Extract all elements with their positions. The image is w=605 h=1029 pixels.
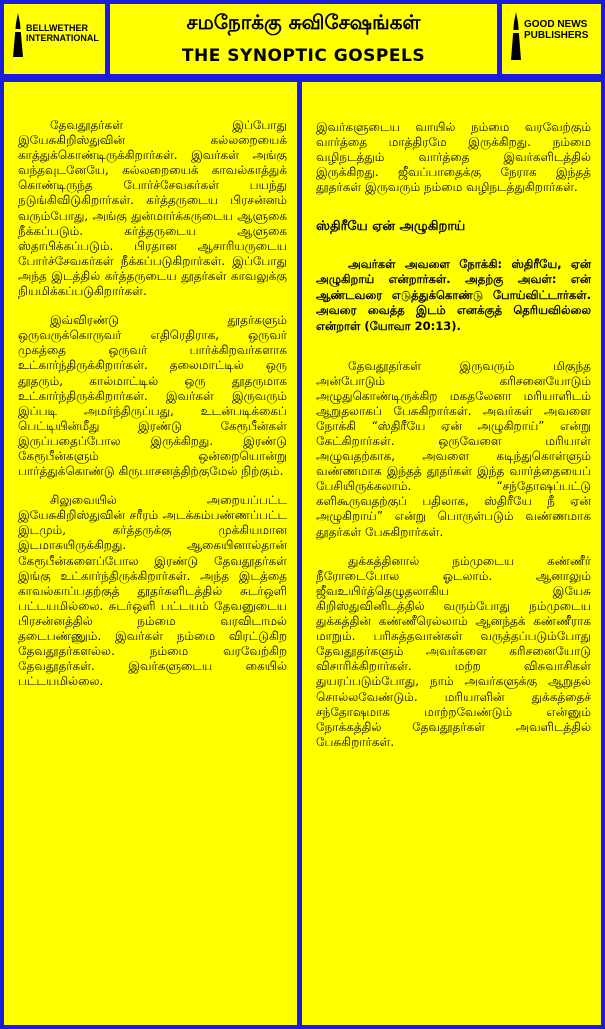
- paragraph: தேவதூதர்கள் இப்போது இயேசுகிறிஸ்துவின் கல்லறையைக் காத்துக்கொண்டிருக்கிறார்கள். இவர்கள் அங்கு வந்தவுடனேயே, கல்லறையைக் காவல்காத்துக் கொண்டிருந்த போர்ச்சேவகர்கள் பயந்து நடுங்கிவிடுகிறார்கள். கர்த்தருடைய பிரசன்னம் வரும்போது, அங்கு துன்மார்க்கருடைய ஆளுகை நீக்கப்படும். கர்த்தருடைய ஆளுகை ஸ்தாபிக்கப்படும். பிரதான ஆசாரியருடைய போர்ச்சேவகர்கள் நீக்கப்படுகிறார்கள். இப்போது அந்த இடத்தில் கர்த்தருடைய தூதர்கள் காவலுக்கு நியமிக்கப்படுகிறார்கள்.: [18, 118, 287, 299]
- paragraph: சிலுவையில் அறையப்பட்ட இயேசுகிறிஸ்துவின் சரீரம் அடக்கம்பண்ணப்பட்ட இடமும், கர்த்தருக்கு முக்கியமான இடமாகயிருக்கிறது. ஆகையினால்தான் கேரூபீன்களைப்போல இரண்டு தேவதூதர்கள் இங்கு உட்கார்ந்திருக்கிறார்கள். அந்த இடத்தை காவல்காப்பதற்குத் தூதர்களிடத்தில் சுடர்ஒளி பட்டயமில்லை. சுடர்ஒளி பட்டயம் தேவனுடைய பிரசன்னத்தில் நம்மை வரவிடாமல் தடைபண்ணும். இவர்கள் நம்மை விரட்டுகிற தேவதூதர்களல்ல. நம்மை வரவேற்கிற தேவதூதர்கள். இவர்களுடைய கையில் பட்டயமில்லை.: [18, 493, 287, 689]
- good-news-logo: [502, 4, 601, 74]
- bellwether-logo-text: BELLWETHER INTERNATIONAL: [26, 23, 99, 43]
- right-column: [302, 82, 601, 1025]
- page-header: [0, 0, 605, 78]
- paragraph: துக்கத்தினால் நம்முடைய கண்ணீர் நீரோடைபோல ஓடலாம். ஆனாலும் ஜீவஉயிர்த்தெழுதலாகிய இயேசு கிறிஸ்துவினிடத்தில் வரும்போது நம்முடைய துக்கத்தின் கண்ணீரெல்லாம் ஆனந்தக் கண்ணீராக மாறும். பரிசுத்தவான்கள் வருத்தப்படும்போது தேவதூதர்களும் அவர்களை கரிசனையோடு விசாரிக்கிறார்கள். மற்ற விசுவாசிகள் துயரப்படும்போது, நாம் அவர்களுக்கு ஆறுதல் சொல்லவேண்டும். மரியாளின் துக்கத்தைச் சந்தோஷமாக மாற்றவேண்டும் என்னும் நோக்கத்தில் தேவதூதர்கள் அவளிடத்தில் பேசுகிறார்கள்.: [316, 553, 591, 749]
- section-heading: ஸ்திரீயே ஏன் அழுகிறாய்: [316, 219, 466, 235]
- tower-icon: [509, 12, 523, 60]
- scripture-quote: அவர்கள் அவளை நோக்கி: ஸ்திரீயே, ஏன் அழுகிறாய் என்றார்கள். அதற்கு அவள்: என் ஆண்டவரை எடுத்துக்கொண்டு போய்விட்டார்கள். அவரை வைத்த இடம் எனக்குத் தெரியவில்லை என்றாள் (யோவா 20:13).: [316, 256, 591, 333]
- good-news-logo-text: GOOD NEWS PUBLISHERS: [524, 19, 589, 41]
- paragraph: தேவதூதர்கள் இருவரும் மிகுந்த அன்போடும் கரிசனையோடும் அழுதுகொண்டிருக்கிற மகதலேனா மரியாளிடம் ஆறுதலாகப் பேசுகிறார்கள். அவர்கள் அவளை நோக்கி “ஸ்திரீயே ஏன் அழுகிறாய்” என்று கேட்கிறார்கள். ஒருவேளை மரியாள் அழுவதற்காக, அவளை கடிந்துகொள்ளும் வண்ணமாக இந்தத் தூதர்கள் இந்த வார்த்தையைப் பேசியிருக்கலாம். “சந்தோஷப்பட்டு களிகூருவதற்குப் பதிலாக, ஸ்திரீயே நீ ஏன் அழுகிறாய்” என்று பொருள்படும் வண்ணமாக தூதர்கள் பேசுகிறார்கள்.: [316, 358, 591, 539]
- title-banner: [110, 4, 497, 74]
- page-title-english: THE SYNOPTIC GOSPELS: [181, 46, 426, 66]
- left-column: [4, 82, 297, 1025]
- paragraph: இவர்களுடைய வாயில் நம்மை வரவேற்கும் வார்த்தை மாத்திரமே இருக்கிறது. நம்மை வழிநடத்தும் வார்த்தை இவர்களிடத்தில் இருக்கிறது. ஜீவப்பாதைக்கு நேராக இந்தத் தூதர்கள் இருவரும் நம்மை வழிநடத்துகிறார்கள்.: [316, 120, 591, 195]
- paragraph: இவ்விரண்டு தூதர்களும் ஒருவருக்கொருவர் எதிரெதிராக, ஒருவர் முகத்தை ஒருவர் பார்க்கிறவர்களாக உட்கார்ந்திருக்கிறார்கள். தலைமாட்டில் ஒரு தூதரும், கால்மாட்டில் ஒரு தூதருமாக உட்கார்ந்திருக்கிறார்கள். இவர்கள் இருவரும் இப்படி அமர்ந்திருப்பது, உடன்படிக்கைப் பெட்டியின்மீது இரண்டு கேரூபீன்கள் இருப்பதைப்போல இருக்கிறது. இரண்டு கேரூபீன்களும் ஒன்றையொன்று பார்த்துக்கொண்டு கிருபாசனத்திற்குமேல் நிற்கும்.: [18, 313, 287, 479]
- page-title-tamil: சமநோக்கு சுவிசேஷங்கள்: [186, 10, 421, 34]
- bellwether-logo: [4, 4, 105, 74]
- tower-icon: [11, 13, 25, 57]
